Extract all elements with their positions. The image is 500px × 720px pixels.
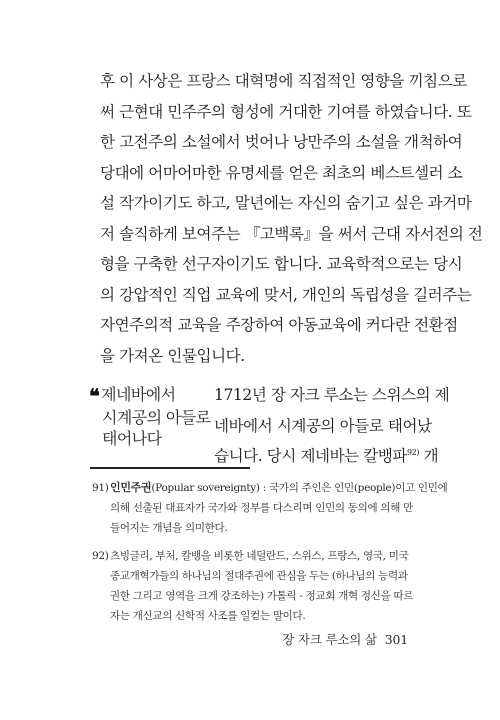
footnote-ref: 92): [407, 447, 420, 457]
footnote-number: 92): [92, 550, 109, 562]
footnote-91: 91) 인민주권(Popular sovereignty) : 국가의 주인은 인민(people)이고 인민에 의해 선출된 대표자가 국가와 정부를 다스리며 인민의 동의에 의해 만 들어지는 개념을 의미한다.: [92, 478, 412, 538]
footnote-line: 들어지는 개념을 의미한다.: [110, 522, 228, 534]
footnote-line: 종교개혁가들의 하나님의 절대주권에 관심을 두는 (하나님의 능력과: [110, 570, 408, 582]
heading-line: 제네바에서: [101, 385, 176, 404]
footnote-line: 의해 선출된 대표자가 국가와 정부를 다스리며 인민의 동의에 의해 만: [110, 502, 413, 514]
footnotes: [92, 478, 448, 634]
footnote-92: [92, 546, 412, 626]
body-line: 저 솔직하게 보여주는 『고백록』을 써서 근대 자서전의 전: [100, 224, 483, 243]
body-line: 후 이 사상은 프랑스 대혁명에 직접적인 영향을 끼침으로: [100, 72, 467, 90]
body-line: 한 고전주의 소설에서 벗어나 낭만주의 소설을 개척하여: [100, 133, 463, 151]
footnote-term-en: (Popular sovereignty): [151, 482, 260, 494]
footnote-line: 츠빙글리, 부처, 칼뱅을 비롯한 네덜란드, 스위스, 프랑스, 영국, 미국: [110, 550, 409, 562]
heading-line: 태어나다: [102, 429, 162, 448]
section-intro-text: [214, 380, 450, 472]
page-number: 301: [384, 632, 408, 647]
body-line: 써 근현대 민주주의 형성에 거대한 기여를 하였습니다. 또: [100, 102, 472, 121]
footnote-line: 자는 개신교의 신학적 사조를 일컫는 말이다.: [110, 610, 306, 622]
body-line: 의 강압적인 직업 교육에 맞서, 개인의 독립성을 길러주는: [100, 285, 472, 304]
running-footer: [282, 630, 408, 648]
running-title: 장 자크 루소의 삶: [282, 632, 377, 647]
body-paragraph: [100, 66, 483, 371]
body-line: 당대에 어마어마한 유명세를 얻은 최초의 베스트셀러 소: [100, 163, 463, 182]
footnote-number: 91): [92, 482, 109, 494]
body-line: 네바에서 시계공의 아들로 태어났: [214, 416, 432, 435]
heading-line: 시계공의 아들로: [102, 408, 211, 427]
body-line: 설 작가이기도 하고, 말년에는 자신의 숨기고 싶은 과거마: [100, 194, 472, 212]
body-line: 형을 구축한 선구자이기도 합니다. 교육학적으로는 당시: [100, 255, 463, 273]
footnote-term: 인민주권: [110, 481, 152, 494]
body-line: 1712년 장 자크 루소는 스위스의 제: [214, 386, 450, 404]
body-line: 자연주의적 교육을 주장하여 아동교육에 커다란 전환점: [100, 316, 458, 334]
quote-mark-icon: ❝: [89, 384, 100, 408]
footnote-line: 권한 그리고 영역을 크게 강조하는) 가톨릭 - 정교회 개혁 정신을 따르: [110, 590, 414, 602]
body-line: 을 가져온 인물입니다.: [100, 346, 245, 365]
footnote-divider: [90, 467, 250, 469]
body-line: 습니다. 당시 제네바는 칼뱅파$^{92)}$ 개: [214, 447, 439, 465]
section-side-heading: [89, 384, 209, 449]
